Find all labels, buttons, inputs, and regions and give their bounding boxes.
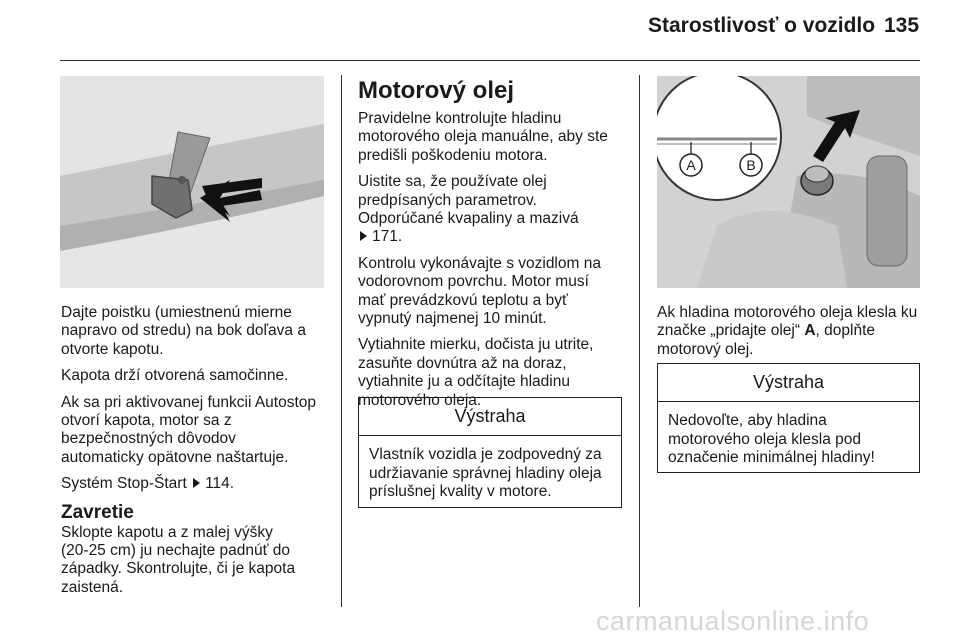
paragraph: Kontrolu vykonávajte s vozidlom na vodorovnom povrchu. Motor musí mať prevádzkovú teplotu a byť vypnutý najmenej 10 minút. (358, 254, 601, 328)
warning-title: Výstraha (359, 398, 621, 436)
closing-instructions: Sklopte kapotu a z malej výšky (20-25 cm) ju nechajte padnúť do západky. Skontrolujte, či je kapota zaistená. (61, 523, 296, 596)
hood-release-lever-illustration (60, 76, 324, 288)
column-1-text (61, 304, 331, 605)
stop-start-reference (61, 475, 331, 493)
warning-body: Nedovoľte, aby hladina motorového oleja klesla pod označenie minimálnej hladiny! (668, 412, 875, 467)
oil-spec-text: Uistite sa, že používate olej predpísaných parametrov. Odporúčané kvapaliny a mazivá (358, 173, 579, 228)
page-number: 135 (884, 14, 920, 37)
subheading-closing: Zavretie (61, 501, 134, 523)
marker-label-a: A (686, 157, 696, 173)
column-3-text (657, 304, 927, 367)
page-reference-arrow-icon (360, 231, 367, 241)
column-2-text (358, 78, 624, 418)
warning-box (358, 397, 622, 508)
warning-title: Výstraha (658, 364, 919, 402)
instruction-text-end: , doplňte motorový olej. (657, 322, 875, 358)
oil-spec-paragraph (358, 173, 624, 247)
section-heading: Motorový olej (358, 77, 515, 104)
warning-box (657, 363, 920, 473)
column-divider-2 (639, 75, 640, 607)
paragraph: Kapota drží otvorená samočinne. (61, 367, 289, 385)
oil-spec-page-ref[interactable]: 171. (372, 228, 403, 246)
column-divider-1 (341, 75, 342, 607)
page-reference-arrow-icon (193, 478, 200, 488)
watermark: carmanualsonline.info (596, 606, 870, 636)
stop-start-page-ref[interactable]: 114. (205, 475, 235, 493)
paragraph: Ak sa pri aktivovanej funkcii Autostop otvorí kapota, motor sa z bezpečnostných dôvodov automaticky opätovne naštartuje. (61, 393, 317, 466)
marker-reference: A (804, 322, 816, 340)
oil-dipstick-illustration (657, 76, 920, 288)
paragraph: Pravidelne kontrolujte hladinu motorového oleja manuálne, aby ste predišli poškodeniu motora. (358, 110, 608, 164)
oil-level-instruction (657, 304, 927, 359)
warning-body: Vlastník vozidla je zodpovedný za udržiavanie správnej hladiny oleja príslušnej kvality v motore. (369, 446, 602, 501)
instruction-text: Ak hladina motorového oleja klesla ku značke „pridajte olej“ (657, 304, 918, 340)
marker-label-b: B (746, 157, 756, 173)
stop-start-text: Systém Stop-Štart (61, 475, 187, 493)
header-rule (60, 60, 920, 61)
page-title: Starostlivosť o vozidlo (648, 14, 876, 37)
paragraph: Vytiahnite mierku, dočista ju utrite, zasuňte dovnútra až na doraz, vytiahnite ju a odčítajte hladinu motorového oleja. (358, 336, 594, 409)
paragraph: Dajte poistku (umiestnenú mierne napravo od stredu) na bok doľava a otvorte kapotu. (61, 304, 306, 358)
